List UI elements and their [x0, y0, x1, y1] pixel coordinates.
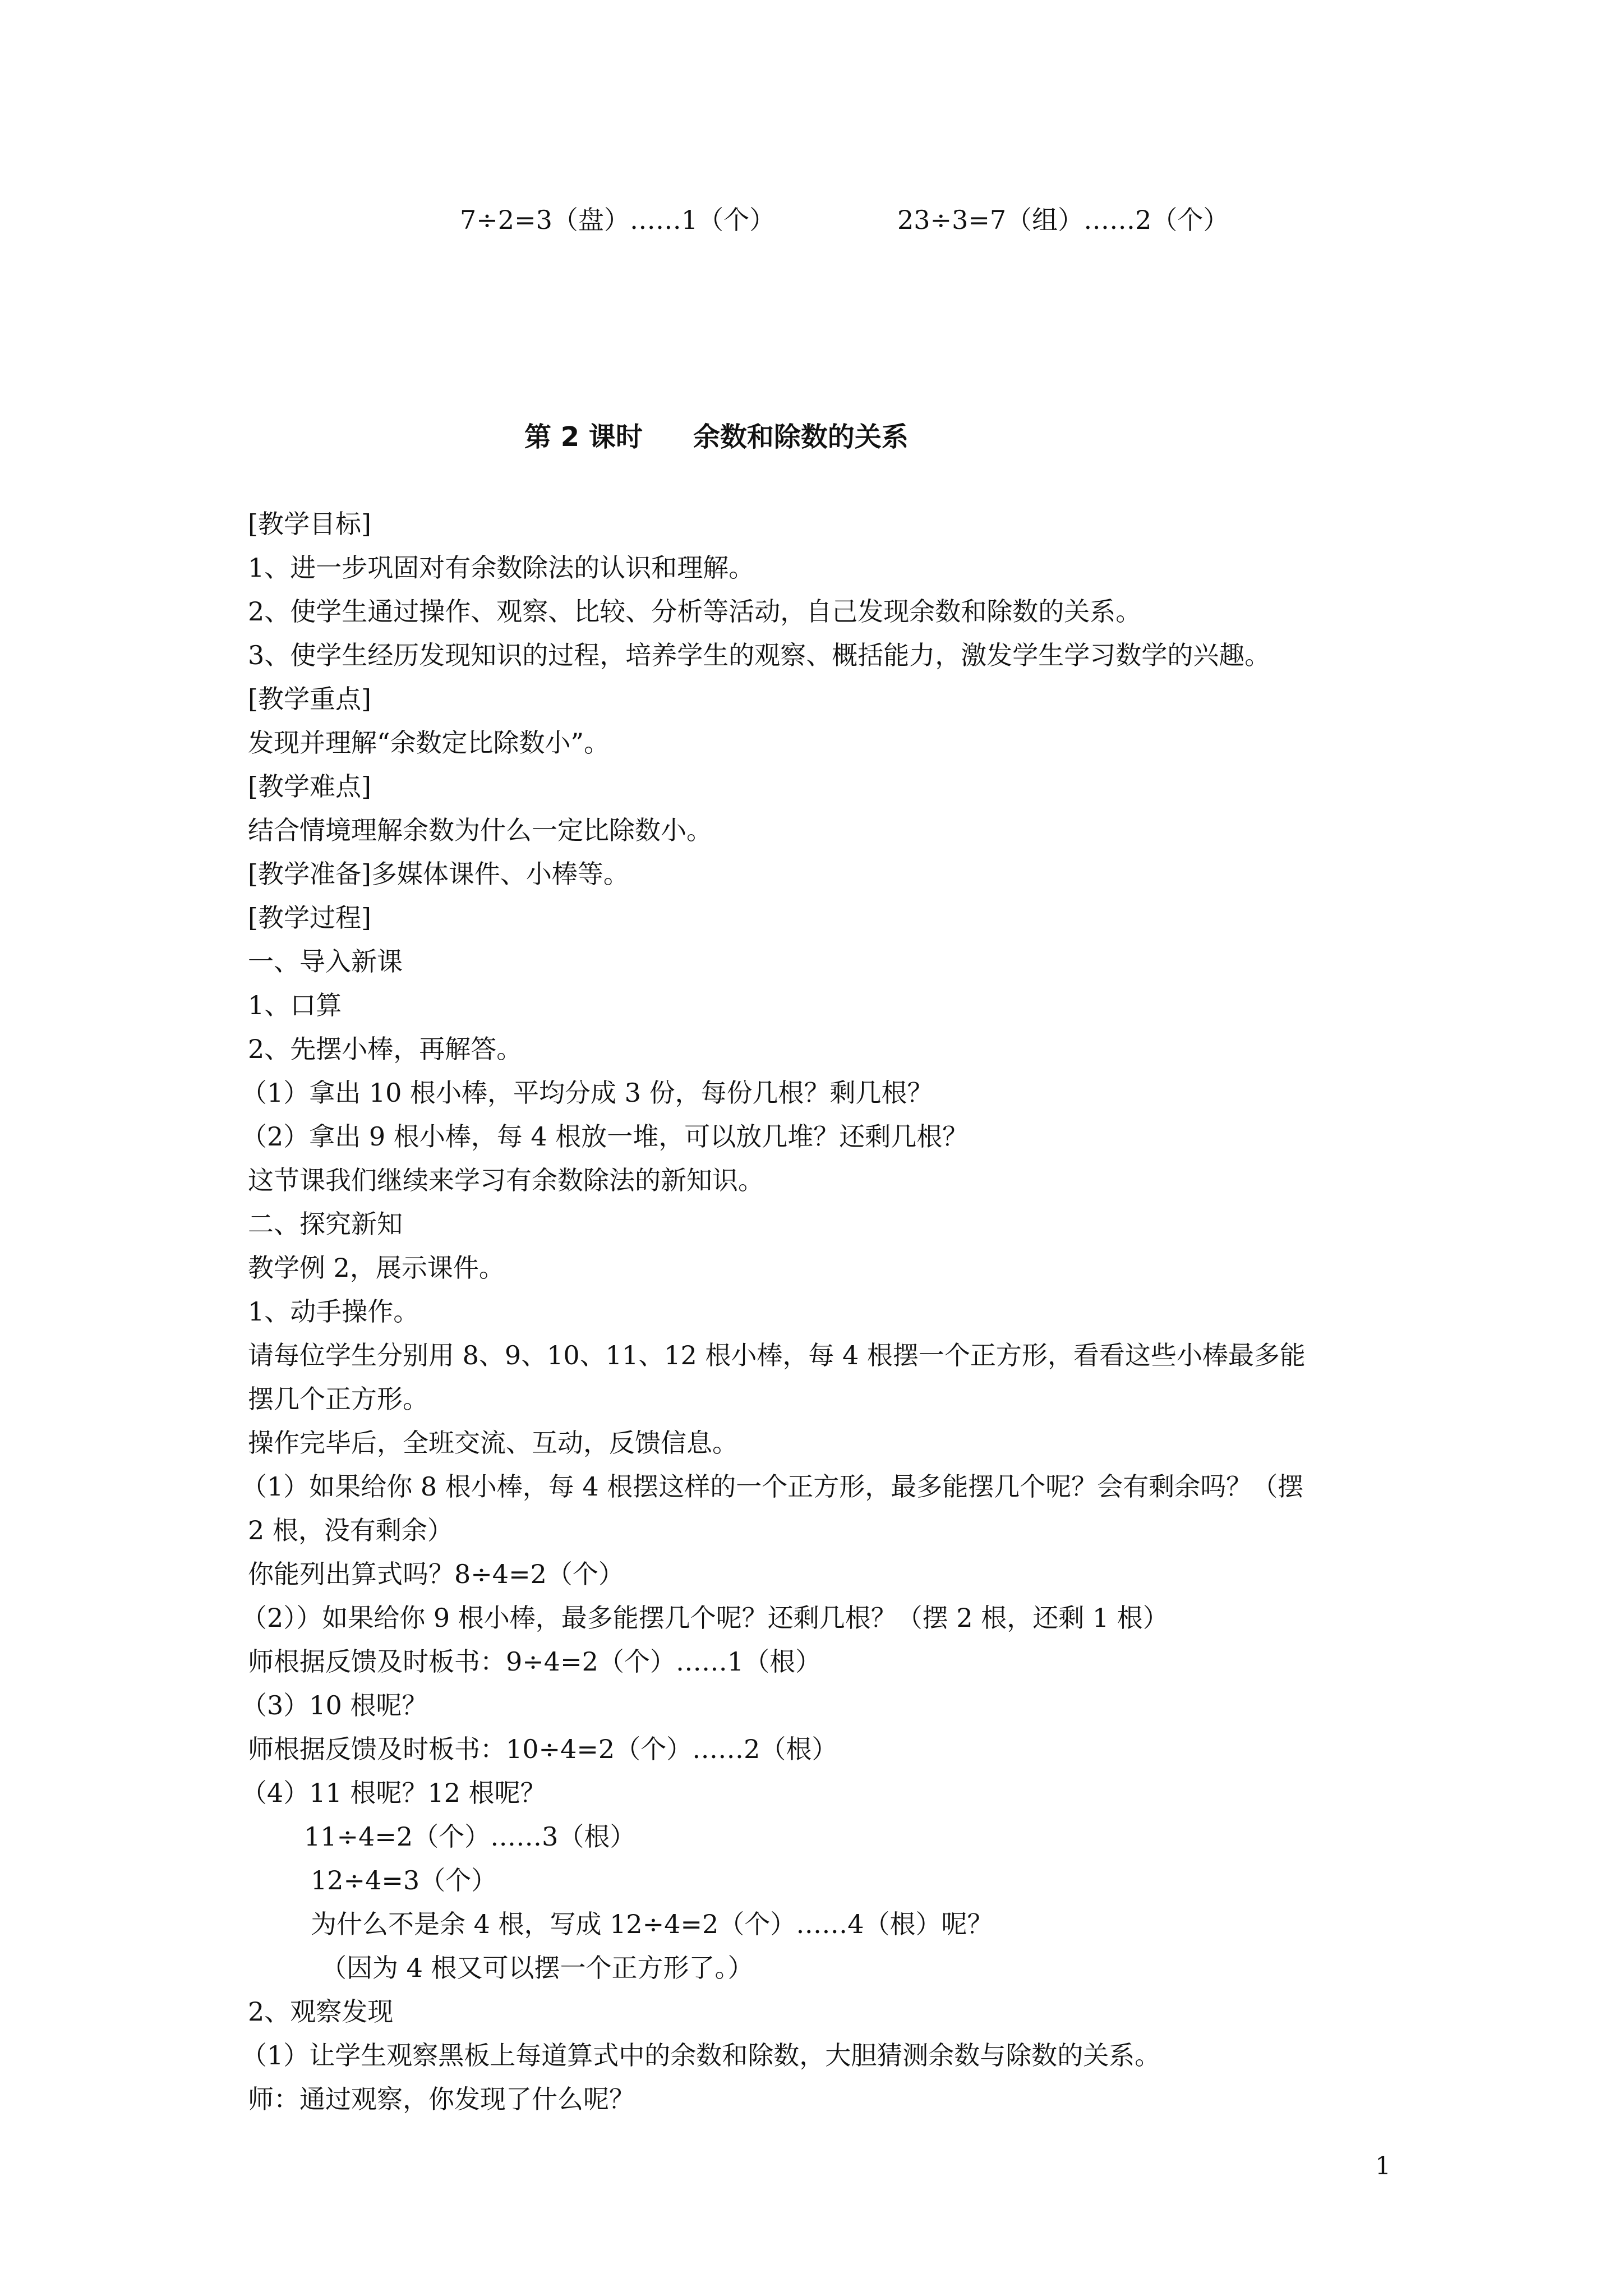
question-item: （1）让学生观察黑板上每道算式中的余数和除数，大胆猜测余数与除数的关系。 [241, 2040, 1161, 2070]
equation-line: 12÷4=3（个） [311, 1865, 497, 1895]
section-heading-key-point: [教学重点] [248, 684, 371, 714]
question-item: （1）如果给你 8 根小棒，每 4 根摆这样的一个正方形，最多能摆几个呢？会有剩余吗？（摆 [241, 1471, 1304, 1502]
lesson-number: 第 2 课时 [524, 421, 643, 453]
lesson-title [524, 415, 909, 454]
paragraph: 这节课我们继续来学习有余数除法的新知识。 [248, 1165, 764, 1195]
paragraph-continued: 摆几个正方形。 [248, 1384, 428, 1414]
paragraph: 操作完毕后，全班交流、互动，反馈信息。 [248, 1428, 738, 1458]
paragraph: 师：通过观察，你发现了什么呢？ [248, 2084, 635, 2114]
key-point-text: 发现并理解“余数定比除数小”。 [248, 728, 610, 758]
board-writing: 师根据反馈及时板书：10÷4=2（个）……2（根） [248, 1734, 838, 1764]
section-heading-difficulty: [教学难点] [248, 771, 371, 802]
step-item: 2、先摆小棒，再解答。 [248, 1034, 523, 1064]
part-heading: 二、探究新知 [248, 1209, 403, 1239]
lesson-content [241, 502, 1403, 2121]
question-item: （2）拿出 9 根小棒，每 4 根放一堆，可以放几堆？还剩几根？ [241, 1121, 969, 1152]
step-item: 1、动手操作。 [248, 1296, 419, 1327]
paragraph: 请每位学生分别用 8、9、10、11、12 根小棒，每 4 根摆一个正方形，看看这些小棒最多能 [248, 1340, 1306, 1370]
paragraph-continued: 2 根，没有剩余） [248, 1515, 453, 1545]
paragraph: 你能列出算式吗？8÷4=2（个） [248, 1559, 624, 1589]
objective-item: 1、进一步巩固对有余数除法的认识和理解。 [248, 553, 755, 583]
equation-line: 11÷4=2（个）……3（根） [304, 1821, 636, 1852]
formula-left: 7÷2=3（盘）……1（个） [460, 205, 776, 235]
preparation-text: [教学准备]多媒体课件、小棒等。 [248, 859, 629, 889]
formula-right: 23÷3=7（组）……2（个） [897, 205, 1229, 235]
difficulty-text: 结合情境理解余数为什么一定比除数小。 [248, 815, 712, 845]
paragraph: 教学例 2，展示课件。 [248, 1253, 505, 1283]
page-number: 1 [1375, 2152, 1391, 2180]
objective-item: 3、使学生经历发现知识的过程，培养学生的观察、概括能力，激发学生学习数学的兴趣。 [248, 640, 1271, 670]
board-writing: 师根据反馈及时板书：9÷4=2（个）……1（根） [248, 1646, 822, 1677]
question-item: （3）10 根呢？ [241, 1690, 428, 1720]
question-item: （4）11 根呢？12 根呢？ [241, 1778, 546, 1808]
question-line: 为什么不是余 4 根，写成 12÷4=2（个）……4（根）呢？ [311, 1909, 993, 1939]
question-item: （2））如果给你 9 根小棒，最多能摆几个呢？还剩几根？（摆 2 根，还剩 1 根） [241, 1603, 1169, 1633]
section-heading-objectives: [教学目标] [248, 509, 371, 539]
section-heading-process: [教学过程] [248, 903, 371, 933]
top-formulas [460, 197, 1229, 242]
part-heading: 一、导入新课 [248, 946, 403, 977]
answer-line: （因为 4 根又可以摆一个正方形了。） [321, 1953, 754, 1983]
step-item: 1、口算 [248, 990, 342, 1020]
step-item: 2、观察发现 [248, 1996, 394, 2027]
lesson-topic: 余数和除数的关系 [693, 421, 909, 453]
question-item: （1）拿出 10 根小棒，平均分成 3 份，每份几根？剩几根？ [241, 1078, 933, 1108]
objective-item: 2、使学生通过操作、观察、比较、分析等活动，自己发现余数和除数的关系。 [248, 596, 1142, 627]
